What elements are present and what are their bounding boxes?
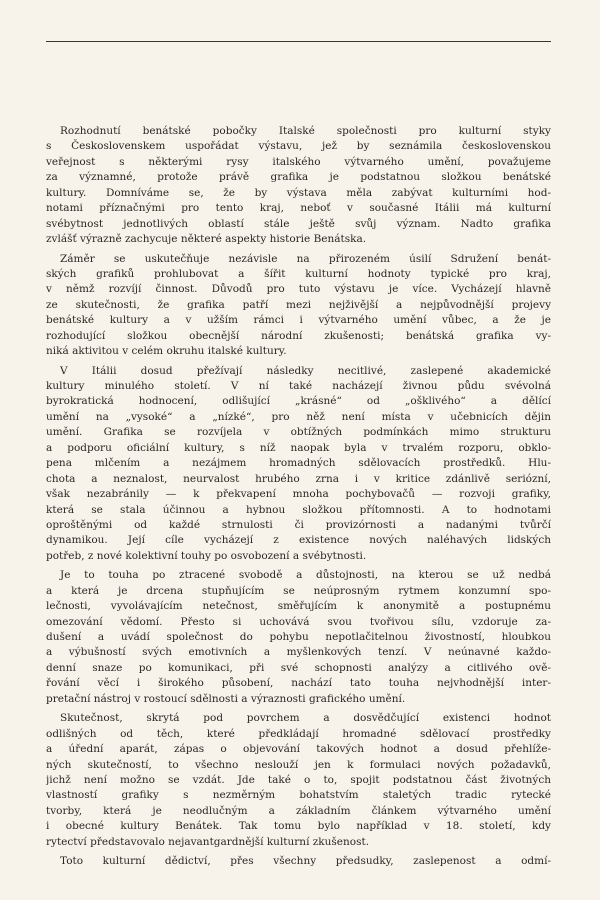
text-line: rozhodující složkou obecnější národní zkušenosti; benátská grafika vy- [46, 329, 551, 342]
paragraph [46, 711, 551, 850]
text-line: umění. Grafika se rozvíjela v obtížných podmínkách mimo strukturu [46, 426, 551, 439]
text-line: ských grafiků prohlubovat a šířit kulturní hodnoty typické pro kraj, [46, 267, 551, 280]
paragraph [46, 124, 551, 248]
text-line: Toto kulturní dědictví, přes všechny předsudky, zaslepenost a odmí- [60, 855, 551, 868]
text-line: pena mlčením a nezájmem hromadných sdělovacích prostředků. Hlu- [46, 457, 551, 470]
text-line: a výbušností svých emotivních a myšlenkových tenzí. V neúnavné každo- [46, 646, 551, 659]
text-line: Je to touha po ztracené svobodě a důstojnosti, na kterou se už nedbá [60, 569, 551, 582]
text-line: byrokratická hodnocení, odlišující „krásné“ od „ošklivého“ a dělící [46, 395, 551, 408]
text-line: denní snaze po komunikaci, při své schopnosti analýzy a citlivého ově- [46, 661, 551, 674]
text-line: a podporu oficiální kultury, s níž naopak byla v trvalém rozporu, obklo- [46, 441, 551, 454]
paragraph [46, 364, 551, 565]
text-line: Rozhodnutí benátské pobočky Italské společnosti pro kulturní styky [60, 125, 551, 137]
text-line: za významné, protože právě grafika je podstatnou složkou benátské [46, 171, 551, 184]
text-line: ných skutečností, to všechno neslouží jen k formulaci nových požadavků, [46, 758, 551, 771]
top-rule [46, 41, 551, 42]
text-line: však nezabránily — k překvapení mnoha pochybovačů — rozvoji grafiky, [46, 488, 551, 501]
text-line: odlišných od těch, které předkládají hromadné sdělovací prostředky [46, 727, 551, 740]
text-line: lečnosti, vyvolávajícím netečnost, směřujícím k anonymitě a postupnému [46, 600, 551, 613]
text-line: s Československem uspořádat výstavu, jež by seznámila československou [46, 140, 551, 153]
text-line: která se stala účinnou a hybnou složkou přítomnosti. A to hodnotami [46, 503, 551, 516]
text-line: vlastností grafiky s nezměrným bohatstvím staletých tradic rytecké [46, 789, 551, 802]
text-line: rytectví představovalo nejavantgardnější kulturní zkušenost. [46, 835, 370, 848]
paragraph [46, 854, 551, 869]
text-line: Záměr se uskutečňuje nezávisle na přirozeném úsilí Sdružení benát- [60, 252, 551, 265]
text-line: a která je drcena stupňujícím se neúprosným rytmem konzumní spo- [46, 584, 551, 597]
text-line: chota a neznalost, neurvalost hrubého zrna i v kritice zdánlivě seriózní, [46, 472, 551, 485]
text-line: niká aktivitou v celém okruhu italské kultury. [46, 345, 287, 358]
text-line: kultury minulého století. V ní také nacházejí živnou půdu svévolná [46, 380, 551, 392]
text-line: pretační nástroj v rostoucí sdělnosti a výraznosti grafického umění. [46, 692, 406, 705]
text-line: zvlášť výrazně zachycuje některé aspekty historie Benátska. [46, 233, 367, 246]
text-line: veřejnost s některými rysy italského výtvarného umění, považujeme [46, 155, 551, 168]
text-line: V Itálii dosud přežívají následky necitlivé, zaslepené akademické [60, 364, 551, 377]
paragraph [46, 568, 551, 707]
text-line: svébytnost jednotlivých oblastí stále ještě svůj význam. Nadto grafika [46, 217, 551, 230]
text-line: dušení a uvádí společnost do pohybu nepotlačitelnou živostností, hloubkou [46, 631, 551, 643]
text-line: potřeb, z nové kolektivní touhy po osvobození a svébytnosti. [46, 549, 367, 562]
text-line: notami příznačnými pro tento kraj, neboť v současné Itálii má kulturní [46, 202, 551, 215]
text-line: Skutečnost, skrytá pod povrchem a dosvědčující existenci hodnot [60, 712, 551, 725]
body-text [46, 124, 551, 870]
text-line: oproštěnými od každé strnulosti či provizórnosti a nadanými tvůrčí [46, 518, 551, 531]
text-line: řování věcí i širokého působení, nachází tato touha nejvhodnější inter- [46, 677, 551, 690]
text-line: omezování vědomí. Přesto si uchovává svou tvořivou sílu, vzdoruje za- [46, 615, 551, 628]
text-line: umění na „vysoké“ a „nízké“, pro něž není místa v učebnicích dějin [46, 410, 551, 423]
text-line: v němž rozvíjí činnost. Důvodů pro tuto výstavu je více. Vycházejí hlavně [46, 283, 551, 296]
paragraph [46, 252, 551, 360]
text-line: benátské kultury a v užším rámci i výtvarného umění vůbec, a že je [46, 314, 551, 327]
text-line: i obecné kultury Benátek. Tak tomu bylo například v 18. století, kdy [46, 820, 551, 833]
text-line: kultury. Domníváme se, že by výstava měla zabývat kulturními hod- [46, 186, 551, 199]
text-line: jichž není možno se vzdát. Jde také o to, spojit podstatnou část životných [46, 773, 551, 786]
text-line: dynamikou. Její cíle vycházejí z existence nových naléhavých lidských [46, 534, 551, 547]
text-line: a úřední aparát, zápas o objevování takových hodnot a dosud přehlíže- [46, 743, 551, 756]
text-line: tvorby, která je neodlučným a základním článkem výtvarného umění [46, 804, 551, 817]
text-line: ze skutečnosti, že grafika patří mezi nejživější a nejpůvodnější projevy [46, 298, 551, 311]
